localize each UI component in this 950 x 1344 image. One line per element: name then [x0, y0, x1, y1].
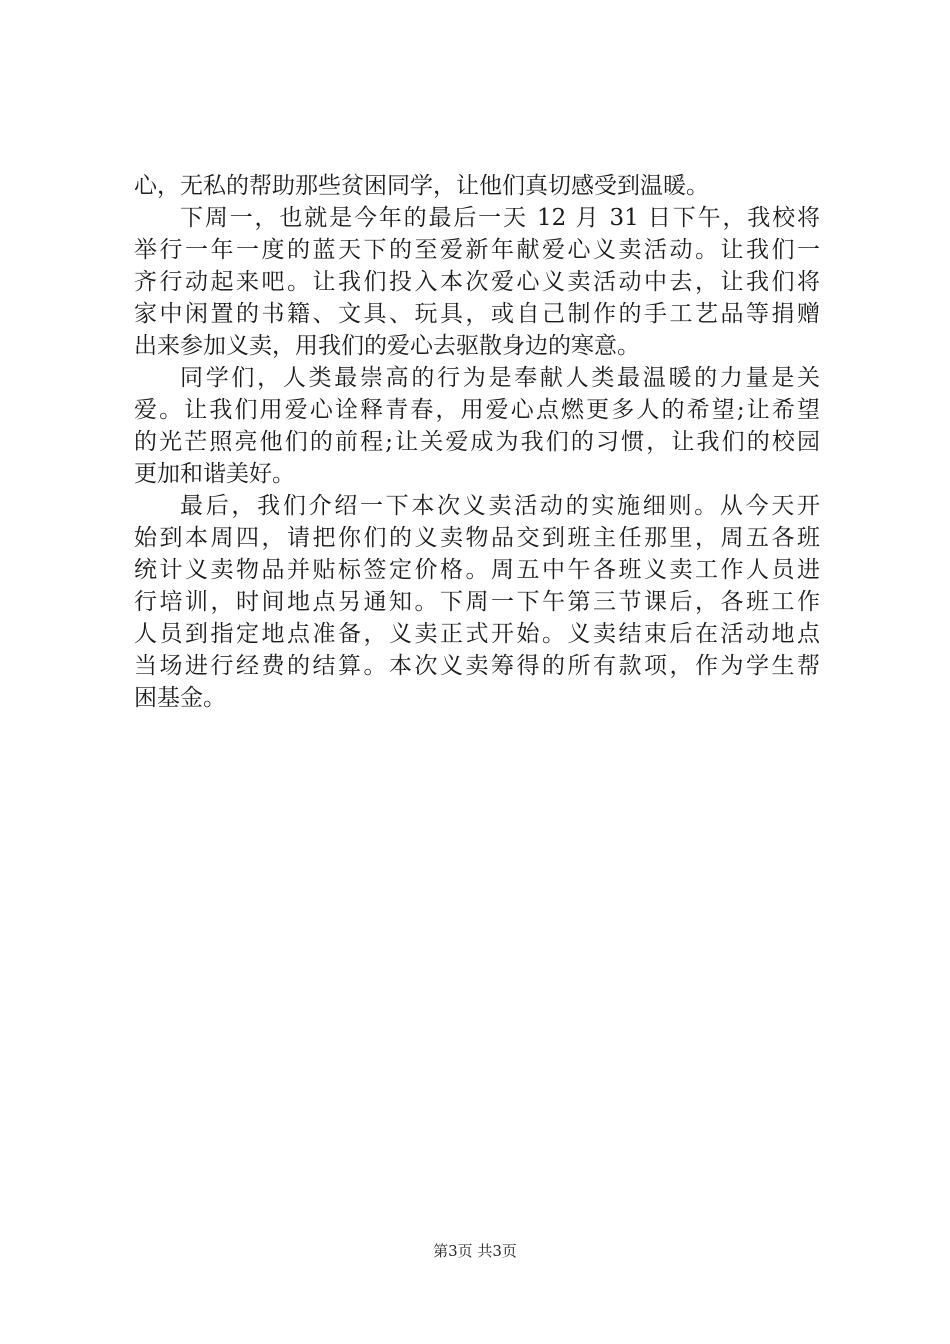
text-line: 人员到指定地点准备，义卖正式开始。义卖结束后在活动地点 — [134, 621, 820, 647]
text-line: 行培训，时间地点另通知。下周一下午第三节课后，各班工作 — [134, 589, 820, 615]
text-line: 心，无私的帮助那些贫困同学，让他们真切感受到温暖。 — [134, 173, 709, 199]
text-line: 最后，我们介绍一下本次义卖活动的实施细则。从今天开 — [180, 493, 820, 519]
text-line: 爱。让我们用爱心诠释青春，用爱心点燃更多人的希望;让希望 — [134, 397, 820, 423]
text-line: 家中闲置的书籍、文具、玩具，或自己制作的手工艺品等捐赠 — [134, 301, 820, 327]
text-line: 更加和谐美好。 — [134, 461, 295, 487]
text-line: 齐行动起来吧。让我们投入本次爱心义卖活动中去，让我们将 — [134, 269, 820, 295]
text-line: 当场进行经费的结算。本次义卖筹得的所有款项，作为学生帮 — [134, 653, 820, 679]
page-footer — [0, 1240, 950, 1262]
document-body — [134, 170, 820, 714]
paragraph — [134, 202, 820, 362]
text-line: 的光芒照亮他们的前程;让关爱成为我们的习惯，让我们的校园 — [134, 429, 820, 455]
text-line: 出来参加义卖，用我们的爱心去驱散身边的寒意。 — [134, 333, 640, 359]
page-number-label: 第3页 共3页 — [433, 1242, 517, 1260]
text-line: 举行一年一度的蓝天下的至爱新年献爱心义卖活动。让我们一 — [134, 237, 820, 263]
paragraph — [134, 362, 820, 490]
text-line: 统计义卖物品并贴标签定价格。周五中午各班义卖工作人员进 — [134, 557, 820, 583]
text-line: 同学们，人类最崇高的行为是奉献人类最温暖的力量是关 — [180, 365, 820, 391]
text-line: 困基金。 — [134, 685, 226, 711]
paragraph — [134, 170, 820, 202]
text-line: 始到本周四，请把你们的义卖物品交到班主任那里，周五各班 — [134, 525, 820, 551]
text-line: 下周一，也就是今年的最后一天 12 月 31 日下午，我校将 — [180, 205, 820, 231]
paragraph — [134, 490, 820, 714]
